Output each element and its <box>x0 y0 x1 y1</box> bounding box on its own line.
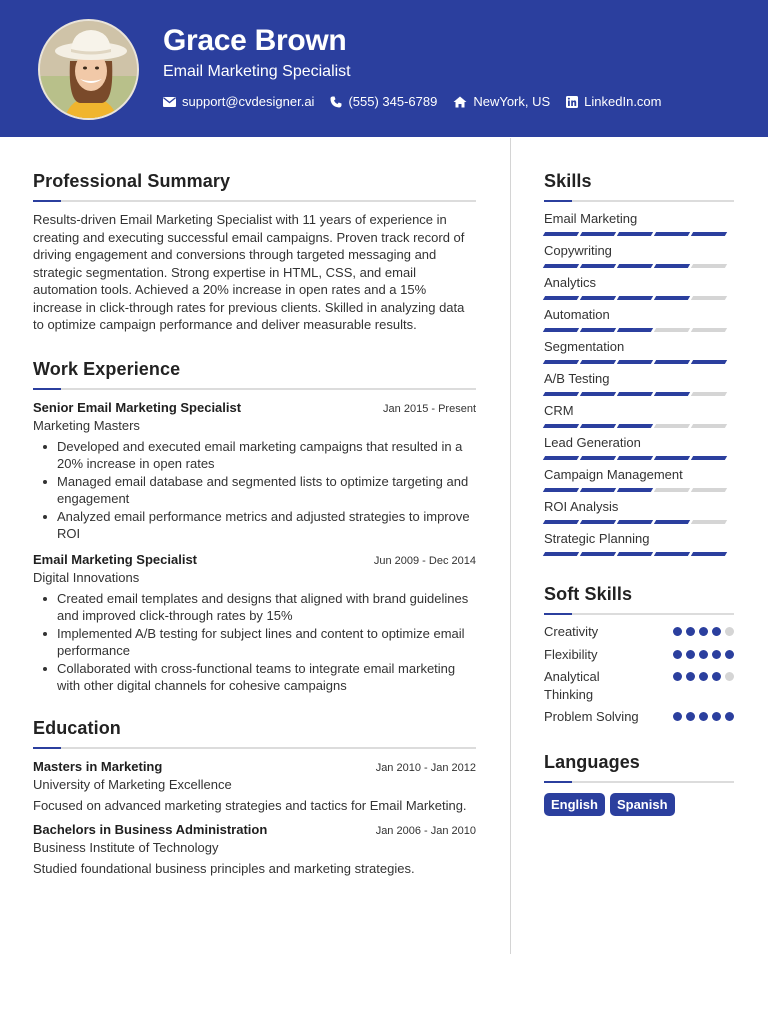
skill-name: Automation <box>544 307 610 322</box>
skill-level-segment <box>617 360 653 364</box>
skill-level-bar <box>544 456 734 460</box>
skill-item <box>544 531 734 556</box>
education-date: Jan 2006 - Jan 2010 <box>375 825 476 837</box>
skill-level-segment <box>691 392 727 396</box>
soft-skill-item <box>544 668 734 703</box>
column-divider <box>510 138 511 954</box>
education-school: University of Marketing Excellence <box>33 776 232 792</box>
phone-icon <box>330 96 342 108</box>
skill-level-segment <box>543 424 579 428</box>
skill-level-segment <box>580 328 616 332</box>
section-underline <box>544 781 734 783</box>
job-bullet: Implemented A/B testing for subject lines and content to optimize email performance <box>33 625 476 660</box>
skill-level-segment <box>617 296 653 300</box>
contact-location <box>453 94 550 109</box>
skill-level-bar <box>544 296 734 300</box>
languages-heading: Languages <box>544 751 640 772</box>
rating-dot <box>673 627 682 636</box>
rating-dot <box>699 650 708 659</box>
soft-skills-section <box>544 584 734 726</box>
skill-level-segment <box>617 520 653 524</box>
rating-dot <box>686 627 695 636</box>
skill-level-segment <box>580 392 616 396</box>
education-entry <box>33 822 476 878</box>
rating-dot <box>699 672 708 681</box>
skills-list <box>544 211 734 556</box>
side-column <box>544 171 734 816</box>
skill-level-segment <box>580 296 616 300</box>
contact-phone[interactable] <box>330 94 437 109</box>
skill-level-segment <box>691 520 727 524</box>
rating-dot <box>712 627 721 636</box>
skill-level-segment <box>691 232 727 236</box>
skill-level-bar <box>544 552 734 556</box>
soft-skill-item <box>544 623 734 641</box>
skill-level-segment <box>543 520 579 524</box>
skill-level-segment <box>580 264 616 268</box>
contact-bar <box>163 94 678 109</box>
soft-skill-item <box>544 646 734 664</box>
soft-skill-name: Creativity <box>544 624 599 639</box>
rating-dot <box>725 672 734 681</box>
soft-skills-list <box>544 623 734 726</box>
skill-item <box>544 243 734 268</box>
job-title: Senior Email Marketing Specialist <box>33 399 242 415</box>
skill-level-segment <box>691 552 727 556</box>
skill-level-segment <box>654 360 690 364</box>
skill-level-segment <box>654 520 690 524</box>
rating-dot <box>686 650 695 659</box>
skill-level-segment <box>617 232 653 236</box>
rating-dot <box>725 650 734 659</box>
skill-level-segment <box>543 296 579 300</box>
skill-level-bar <box>544 520 734 524</box>
education-school: Business Institute of Technology <box>33 840 219 855</box>
skill-name: A/B Testing <box>544 371 610 386</box>
skill-item <box>544 339 734 364</box>
skill-level-segment <box>617 264 653 268</box>
rating-dot <box>699 712 708 721</box>
profile-photo <box>38 19 139 120</box>
skill-level-segment <box>654 392 690 396</box>
soft-skill-name: Flexibility <box>544 646 598 662</box>
skill-level-bar <box>544 424 734 428</box>
rating-dot <box>699 627 708 636</box>
skill-level-segment <box>617 552 653 556</box>
skill-level-segment <box>691 360 727 364</box>
soft-skill-rating <box>669 650 734 659</box>
education-desc: Focused on advanced marketing strategies and tactics for Email Marketing. <box>33 797 467 813</box>
summary-text: Results-driven Email Marketing Specialist with 11 years of experience in creating and executing successful email campaigns. Proven track record of driving engagement and conversions through targeted messaging and strategic segmentation. Strong expertise in HTML, CSS, and email automation tools. Achieved a 20% increase in open rates and a 15% increase in click-through rates for previous clients. Skilled in analyzing data to optimize campaign performance and deliver measurable results. <box>33 212 465 332</box>
skill-level-bar <box>544 232 734 236</box>
rating-dot <box>725 627 734 636</box>
candidate-title: Email Marketing Specialist <box>163 63 351 80</box>
skill-level-segment <box>654 296 690 300</box>
rating-dot <box>686 672 695 681</box>
skill-level-segment <box>617 392 653 396</box>
skill-name: ROI Analysis <box>544 499 619 514</box>
soft-skill-rating <box>669 712 734 721</box>
skill-item <box>544 371 734 396</box>
skill-level-bar <box>544 488 734 492</box>
rating-dot <box>686 712 695 721</box>
contact-linkedin-text: LinkedIn.com <box>584 94 662 109</box>
skill-item <box>544 307 734 332</box>
soft-skill-name: Problem Solving <box>544 709 639 724</box>
soft-skill-rating <box>669 627 734 636</box>
skill-level-segment <box>543 456 579 460</box>
language-tag: English <box>544 793 605 816</box>
soft-skill-name: Analytical Thinking <box>544 669 600 702</box>
skill-name: Analytics <box>544 275 597 290</box>
summary-section <box>33 171 476 334</box>
contact-linkedin[interactable] <box>566 94 661 109</box>
skill-level-segment <box>654 424 690 428</box>
contact-email-text: support@cvdesigner.ai <box>182 94 315 109</box>
skill-item <box>544 211 734 236</box>
education-date: Jan 2010 - Jan 2012 <box>375 761 476 774</box>
skill-item <box>544 435 734 460</box>
skill-level-segment <box>543 264 579 268</box>
skill-level-segment <box>617 328 653 332</box>
main-column <box>33 171 476 878</box>
linkedin-icon <box>566 96 578 108</box>
skill-name: Copywriting <box>544 243 612 258</box>
skill-level-segment <box>691 488 727 492</box>
skill-level-segment <box>691 424 727 428</box>
skill-level-segment <box>580 424 616 428</box>
skill-level-segment <box>543 488 579 492</box>
envelope-icon <box>163 97 176 107</box>
skill-level-bar <box>544 392 734 396</box>
job-company: Marketing Masters <box>33 417 140 433</box>
rating-dot <box>712 650 721 659</box>
rating-dot <box>673 672 682 681</box>
skill-level-segment <box>691 456 727 460</box>
skill-name: Segmentation <box>544 339 625 354</box>
skill-level-segment <box>691 296 727 300</box>
rating-dot <box>673 712 682 721</box>
skill-item <box>544 403 734 428</box>
contact-location-text: NewYork, US <box>473 94 551 109</box>
soft-skills-heading: Soft Skills <box>544 584 633 604</box>
home-icon <box>453 96 467 108</box>
skill-level-segment <box>543 360 579 364</box>
skill-level-segment <box>654 328 690 332</box>
skill-name: Lead Generation <box>544 435 641 450</box>
job-entry <box>33 400 476 543</box>
resume-header <box>0 0 768 137</box>
experience-heading: Work Experience <box>33 358 181 379</box>
language-tag: Spanish <box>610 793 675 816</box>
soft-skill-item <box>544 708 734 726</box>
job-bullets <box>33 590 476 695</box>
skill-name: Campaign Management <box>544 467 683 482</box>
skill-item <box>544 275 734 300</box>
job-company: Digital Innovations <box>33 569 140 585</box>
languages-section <box>544 752 734 816</box>
skill-level-segment <box>654 488 690 492</box>
rating-dot <box>712 672 721 681</box>
education-section <box>33 718 476 878</box>
section-underline <box>544 200 734 202</box>
skill-level-segment <box>543 232 579 236</box>
skill-level-segment <box>691 264 727 268</box>
skill-level-bar <box>544 328 734 332</box>
job-bullet: Analyzed email performance metrics and adjusted strategies to improve ROI <box>33 508 476 543</box>
soft-skill-rating <box>669 672 734 681</box>
education-degree: Bachelors in Business Administration <box>33 822 268 837</box>
skill-level-segment <box>654 552 690 556</box>
job-title: Email Marketing Specialist <box>33 551 198 567</box>
skill-level-segment <box>580 456 616 460</box>
contact-phone-text: (555) 345-6789 <box>348 94 438 109</box>
skill-level-segment <box>543 392 579 396</box>
section-underline <box>544 613 734 615</box>
rating-dot <box>712 712 721 721</box>
job-bullet: Developed and executed email marketing campaigns that resulted in a 20% increase in open rates <box>33 438 476 473</box>
skill-level-segment <box>654 232 690 236</box>
education-heading: Education <box>33 717 121 738</box>
skill-level-segment <box>580 360 616 364</box>
skill-level-segment <box>654 264 690 268</box>
languages-list <box>544 793 734 816</box>
skill-level-segment <box>580 520 616 524</box>
education-desc: Studied foundational business principles and marketing strategies. <box>33 861 415 876</box>
skill-level-segment <box>654 456 690 460</box>
skill-level-segment <box>617 424 653 428</box>
skill-name: Strategic Planning <box>544 531 650 546</box>
candidate-name: Grace Brown <box>163 24 347 57</box>
experience-section <box>33 359 476 695</box>
skill-level-segment <box>617 488 653 492</box>
job-bullet: Collaborated with cross-functional teams to integrate email marketing with other digital channels for cohesive campaigns <box>33 660 476 695</box>
profile-photo-image <box>40 21 139 120</box>
skill-level-segment <box>543 328 579 332</box>
education-degree: Masters in Marketing <box>33 758 163 774</box>
job-date: Jun 2009 - Dec 2014 <box>373 554 476 567</box>
skill-item <box>544 467 734 492</box>
contact-email[interactable] <box>163 94 314 109</box>
section-underline <box>33 200 476 202</box>
section-underline <box>33 388 476 390</box>
skill-level-segment <box>580 232 616 236</box>
skill-name: CRM <box>544 403 574 418</box>
skills-heading: Skills <box>544 171 592 191</box>
section-underline <box>33 747 476 749</box>
skill-level-bar <box>544 264 734 268</box>
rating-dot <box>673 650 682 659</box>
job-bullets <box>33 438 476 543</box>
job-bullet: Managed email database and segmented lists to optimize targeting and engagement <box>33 473 476 508</box>
skill-level-segment <box>617 456 653 460</box>
skill-name: Email Marketing <box>544 211 638 226</box>
skill-level-segment <box>691 328 727 332</box>
skill-level-segment <box>580 488 616 492</box>
rating-dot <box>725 712 734 721</box>
skills-section <box>544 171 734 556</box>
education-entry <box>33 759 476 815</box>
summary-heading: Professional Summary <box>33 171 231 191</box>
job-entry <box>33 552 476 695</box>
skill-item <box>544 499 734 524</box>
skill-level-bar <box>544 360 734 364</box>
job-date: Jan 2015 - Present <box>383 402 476 415</box>
job-bullet: Created email templates and designs that aligned with brand guidelines and improved click-through rates by 15% <box>33 590 476 625</box>
skill-level-segment <box>543 552 579 556</box>
skill-level-segment <box>580 552 616 556</box>
